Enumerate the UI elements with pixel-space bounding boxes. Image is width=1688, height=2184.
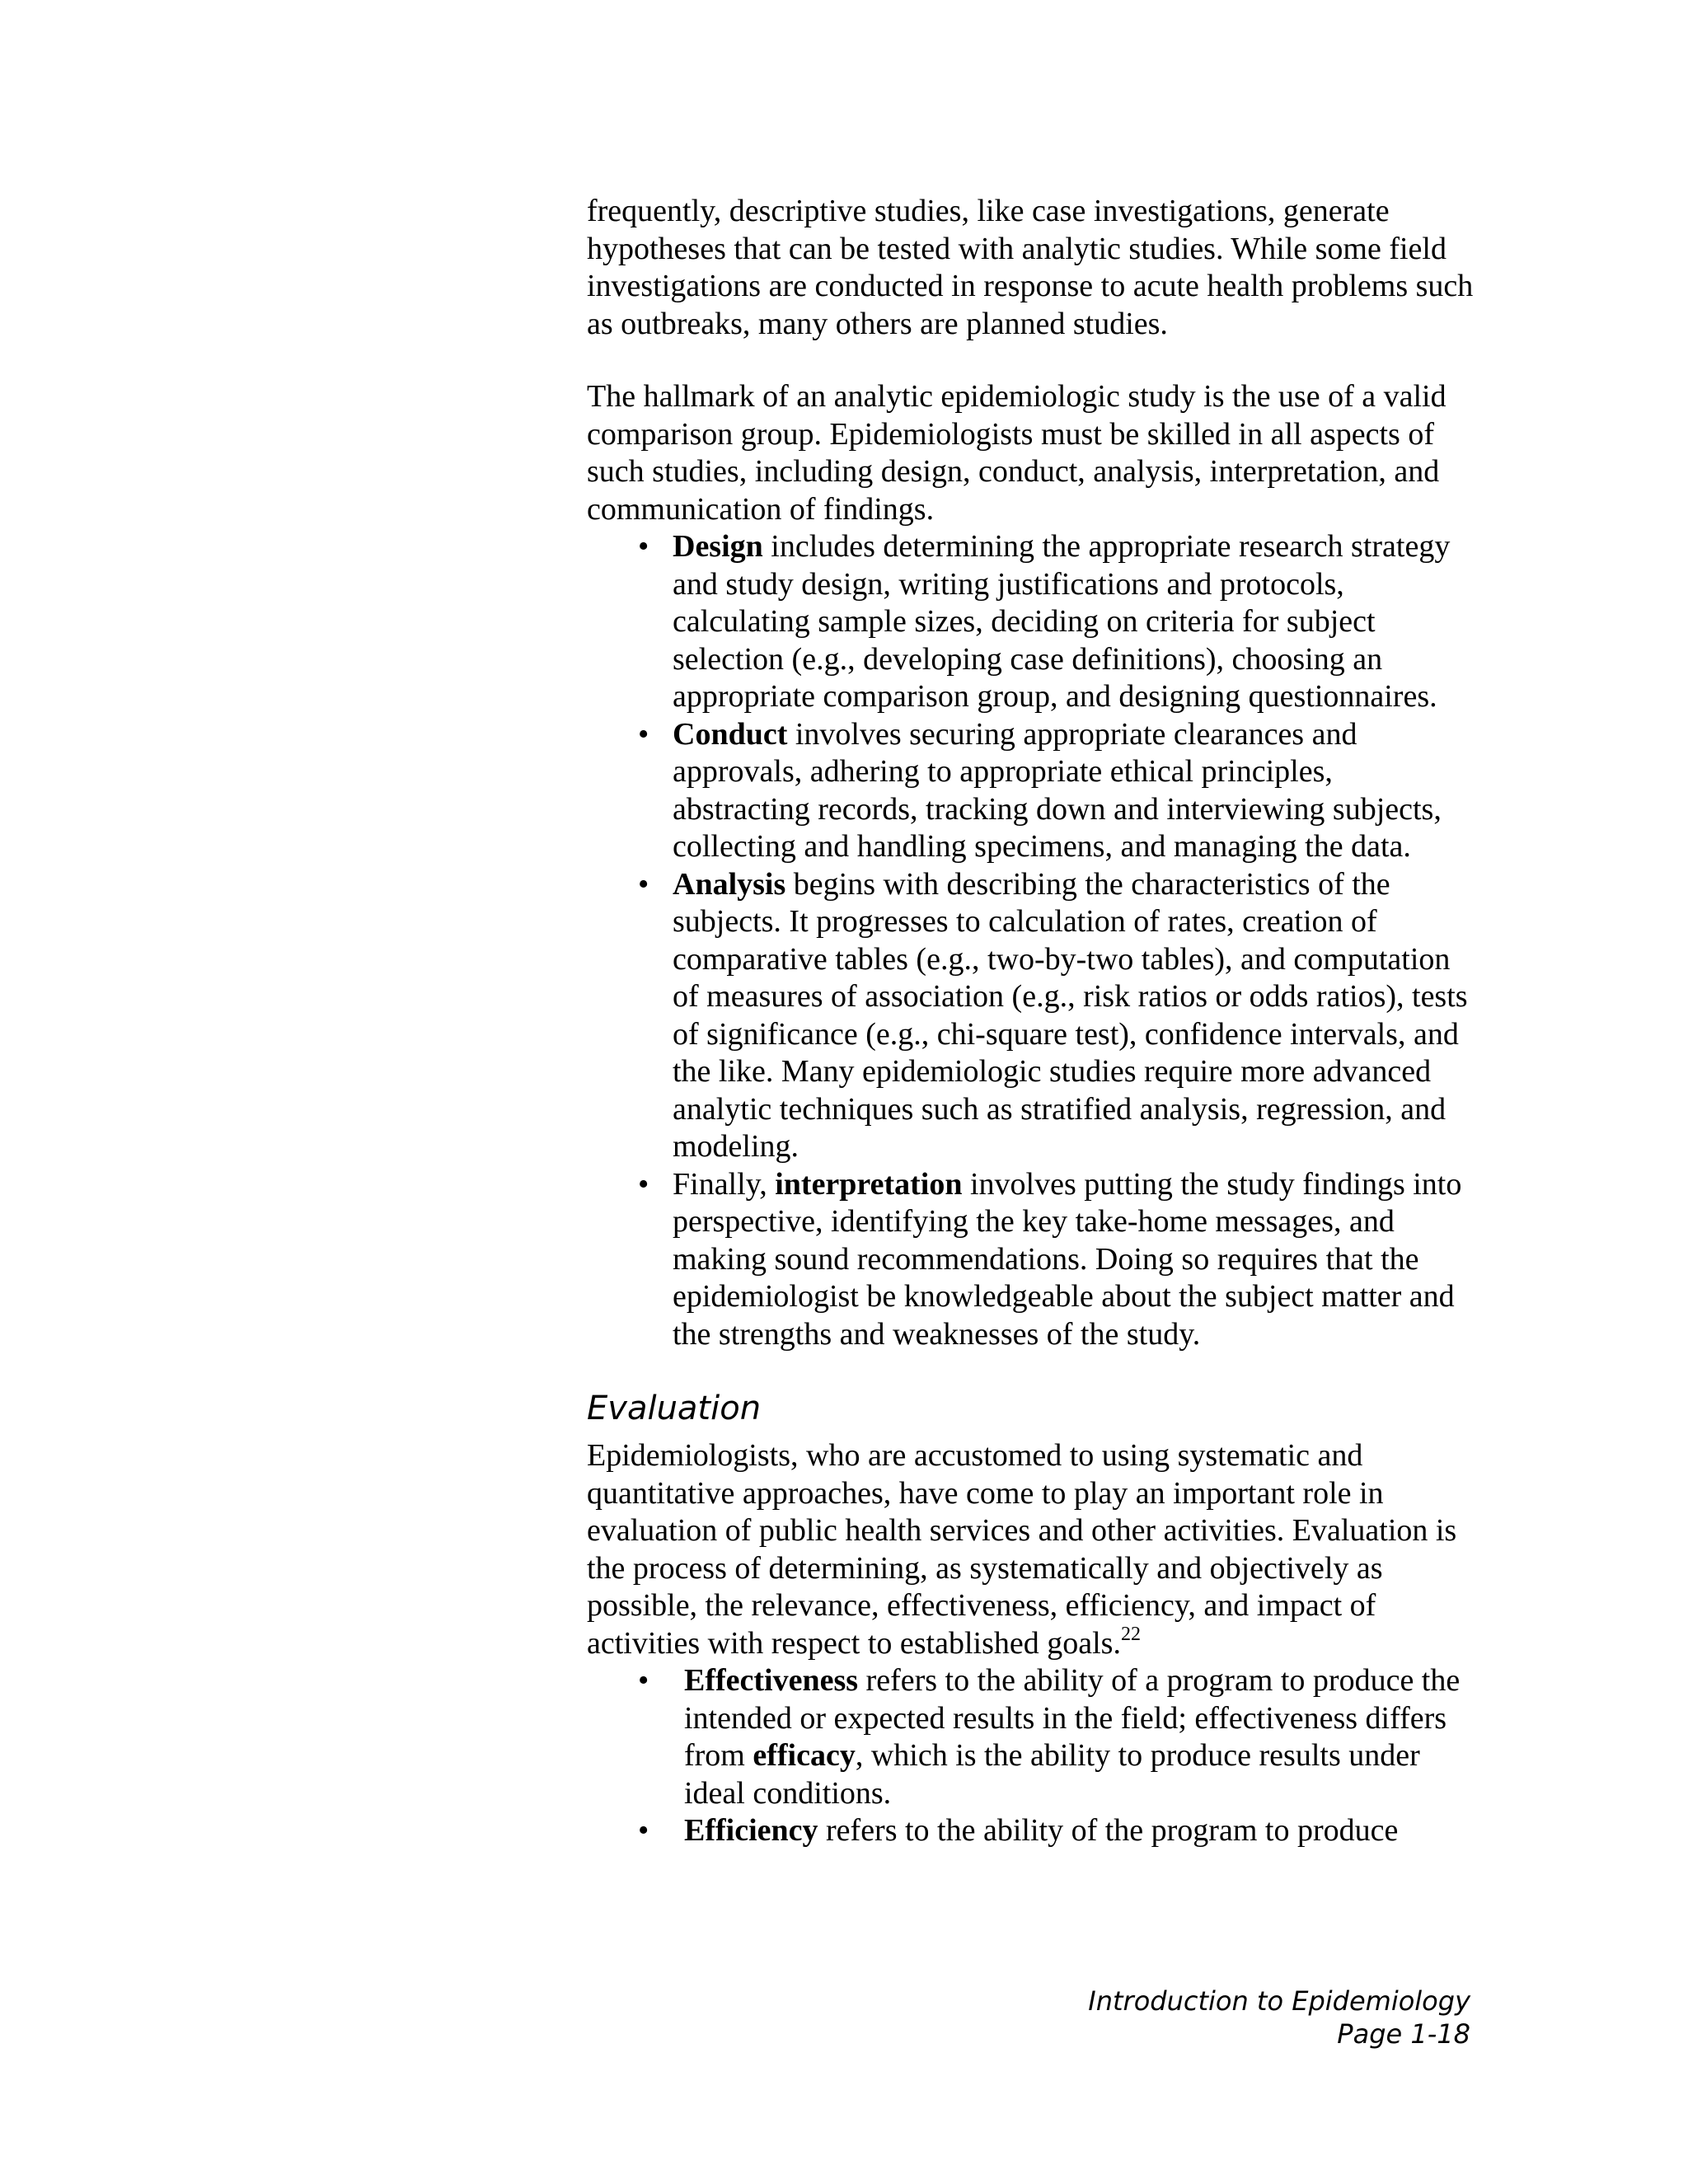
evaluation-paragraph-text: Epidemiologists, who are accustomed to using systematic and quantitative approaches, have come to play an important role in evaluation of public health services and other activities. Evaluation is the process of determining, as systematically and objectively as possible, the relevance, effectiveness, efficiency, and impact of activities with respect to established goals. [587,1438,1457,1661]
bullet-icon: • [638,1166,649,1202]
item-text-continued: , which is the ability to produce results under ideal conditions. [684,1738,1420,1811]
bullet-icon: • [638,716,649,752]
evaluation-list [587,1662,1477,1850]
item-term: Analysis [673,866,786,902]
bullet-icon: • [638,866,649,902]
page-footer [1088,1985,1470,2050]
item-text: refers to the ability of the program to produce [818,1813,1399,1848]
list-item [587,1812,1477,1850]
bullet-icon: • [638,529,649,564]
list-item [587,528,1477,716]
item-term: Efficiency [684,1813,818,1848]
item-text: involves putting the study findings into perspective, identifying the key take-home messages, and making sound recommendations. Doing so requires that the epidemiologist be knowledgeable about the subject matter and the strengths and weaknesses of the study. [673,1166,1462,1352]
list-item [587,866,1477,1166]
item-text: begins with describing the characteristics of the subjects. It progresses to calculation of rates, creation of comparative tables (e.g., two-by-two tables), and computation of measures of association (e.g., risk ratios or odds ratios), tests of significance (e.g., chi-square test), confidence intervals, and the like. Many epidemiologic studies require more advanced analytic techniques such as stratified analysis, regression, and modeling. [673,866,1468,1164]
item-text: includes determining the appropriate research strategy and study design, writing justifications and protocols, calculating sample sizes, deciding on criteria for subject selection (e.g., developing case definitions), choosing an appropriate comparison group, and designing questionnaires. [673,529,1451,714]
page-content [587,193,1477,1850]
page-number: Page 1-18 [1337,2018,1470,2050]
item-prefix: Finally, [673,1166,776,1202]
item-term-secondary: efficacy [753,1738,856,1773]
list-item [587,716,1477,866]
intro-paragraph-1: frequently, descriptive studies, like case investigations, generate hypotheses that can be tested with analytic studies. While some field investigations are conducted in response to acute health problems such as outbreaks, many others are planned studies. [587,194,1474,341]
item-term: Design [673,529,763,564]
item-term: Effectiveness [684,1663,859,1698]
evaluation-paragraph [587,1437,1477,1662]
footnote-reference: 22 [1120,1623,1141,1645]
list-item [587,1662,1477,1812]
footer-title: Introduction to Epidemiology [1088,1985,1470,2017]
item-term: Conduct [673,716,788,752]
item-term: interpretation [775,1166,963,1202]
intro-paragraph-2: The hallmark of an analytic epidemiologic study is the use of a valid comparison group. Epidemiologists must be skilled in all aspects of such studies, including design, conduct, analysis, interpretation, and communication of findings. [587,379,1447,527]
bullet-icon: • [638,1813,649,1848]
bullet-icon: • [638,1663,649,1698]
item-text: refers to the ability of a program to produce the intended or expected results in the field; effectiveness differs from [684,1663,1461,1773]
section-heading-evaluation: Evaluation [587,1390,762,1427]
item-text: involves securing appropriate clearances and approvals, adhering to appropriate ethical principles, abstracting records, tracking down and interviewing subjects, collecting and handling specimens, and managing the data. [673,716,1442,864]
list-item [587,1166,1477,1354]
analytic-study-list [587,528,1477,1353]
